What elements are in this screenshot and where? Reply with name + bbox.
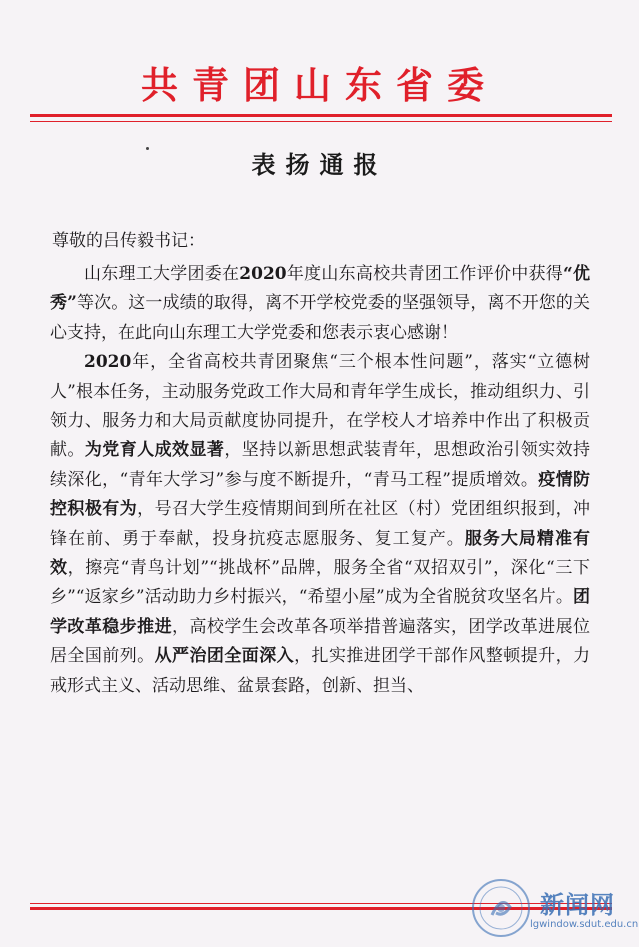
body-text-run: ，扎实推进团学干部作风整顿提升，力戒形式主义、活动思维、盆景套路，创新、担当、 <box>50 646 591 696</box>
emphasis-text: 2020 <box>84 352 132 373</box>
body-text-run: ，擦亮“青鸟计划”“挑战杯”品牌，服务全省“双招双引”，深化“三下乡”“返家乡”活动助力乡村振兴，“希望小屋”成为全省脱贫攻坚名片。 <box>50 558 591 608</box>
document-title: 表扬通报 <box>251 150 388 179</box>
watermark-url: lgwindow.sdut.edu.cn <box>530 919 639 930</box>
issuing-organization-header: 共青团山东省委 <box>141 64 498 107</box>
document-body <box>50 260 590 701</box>
salutation: 尊敬的吕传毅书记： <box>52 231 205 251</box>
body-text-run: ，高校学生会改革各项举措普遍落实，团学改革进展位居全国前列。 <box>50 616 591 667</box>
university-emblem-icon <box>470 877 532 939</box>
emphasis-text: 从严治团全面深入 <box>154 646 295 667</box>
paragraph-1 <box>50 260 590 348</box>
emphasis-text: 团学改革稳步推进 <box>50 587 590 637</box>
news-site-watermark <box>470 877 639 939</box>
emphasis-text: 服务大局精准有效 <box>50 528 591 579</box>
body-text-run: 年度山东高校共青团工作评价中获得 <box>286 264 563 284</box>
emphasis-text: “优秀” <box>50 264 591 314</box>
emphasis-text: 疫情防控积极有为 <box>50 469 590 520</box>
body-text-run: 年，全省高校共青团聚焦“三个根本性问题”，落实“立德树人”根本任务，主动服务党政工作大局和青年学生成长，推动组织力、引领力、服务力和大局贡献度协同提升，在学校人才培养中作出了积极贡献。 <box>50 352 590 461</box>
header-red-rule-thin <box>30 121 612 122</box>
body-text-run: 山东理工大学团委在 <box>84 264 240 284</box>
body-text-run: ，号召大学生疫情期间到所在社区（村）党团组织报到，冲锋在前、勇于奉献，投身抗疫志愿服务、复工复产。 <box>50 499 591 549</box>
paragraph-2 <box>50 348 590 701</box>
header-red-rule-thick <box>30 114 612 117</box>
body-text-run: 等次。这一成绩的取得，离不开学校党委的坚强领导，离不开您的关心支持，在此向山东理工大学党委和您表示衷心感谢！ <box>50 293 591 343</box>
emphasis-text: 2020 <box>239 264 287 284</box>
watermark-site-name: 新闻网 <box>540 891 615 919</box>
emphasis-text: 为党育人成效显著 <box>84 440 225 461</box>
body-text-run: ，坚持以新思想武装青年，思想政治引领实效持续深化，“青年大学习”参与度不断提升，“青马工程”提质增效。 <box>50 440 591 490</box>
